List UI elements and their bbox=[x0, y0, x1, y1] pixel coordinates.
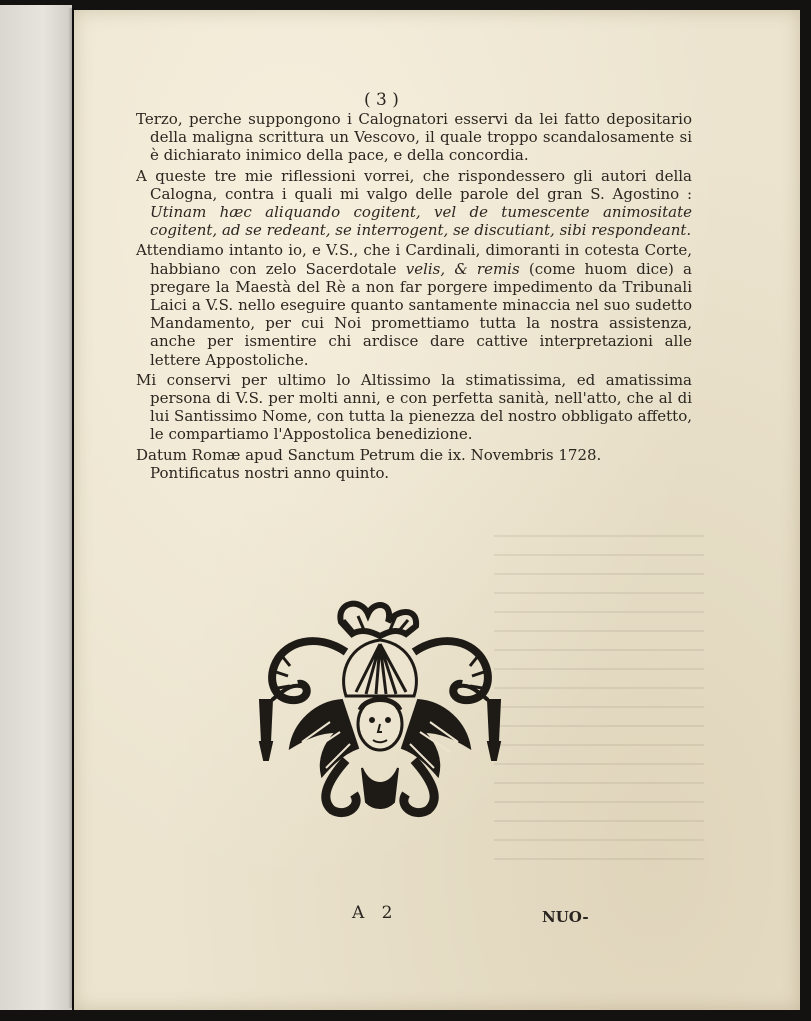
velis-remis-phrase: velis, & remis bbox=[405, 259, 520, 278]
paragraph-benedizione: Mi conservi per ultimo lo Altissimo la stimatissima, ed amatissima persona di V.S. per molti anni, e con perfetta sanità, nell'atto, che al di lui Santissimo Nome, con tutta la pienezza del nostro obbligato affetto, le compartiamo l'Appostolica benedizione. bbox=[136, 370, 692, 444]
paragraph-terzo: Terzo, perche suppongono i Calognatori esservi da lei fatto depositario della maligna scrittura un Vescovo, il quale troppo scandalosamente si è dichiarato inimico della pace, e della concordia. bbox=[136, 110, 692, 165]
signature-mark: A 2 bbox=[352, 903, 399, 923]
dating-line-rome: Datum Romæ apud Sanctum Petrum die ix. Novembris 1728. bbox=[136, 445, 602, 464]
reverse-side-bleed-through bbox=[494, 535, 704, 865]
paragraph-attendiamo-end: (come huom dice) a pregare la Maestà del Rè a non far porgere impedimento da Tribunali Laici a V.S. nello eseguire quanto santamente minaccia nel suo sudetto Mandamento, per cui Noi promettiamo tutta la nostra assistenza, anche per ismentire chi ardisce dare cattive interpretazioni alle lettere Appostoliche. bbox=[150, 259, 692, 369]
paragraph-attendiamo bbox=[136, 241, 692, 368]
book-page bbox=[74, 10, 800, 1010]
augustine-quote: Utinam hæc aliquando cogitent, vel de tumescente animositate cogitent, ad se redeant, se interrogent, se discutiant, sibi respondeant. bbox=[150, 203, 692, 240]
catchword: NUO- bbox=[542, 908, 589, 926]
dating-line bbox=[136, 446, 692, 482]
previous-page-edge bbox=[0, 5, 72, 1010]
body-text bbox=[136, 110, 692, 484]
dating-line-pontificate: Pontificatus nostri anno quinto. bbox=[150, 463, 390, 482]
paragraph-attendiamo-start: Attendiamo intanto io, e V.S., che i Cardinali, dimoranti in cotesta Corte, habbiano con zelo Sacerdotale bbox=[136, 241, 692, 278]
paragraph-riflessioni-text: A queste tre mie riflessioni vorrei, che rispondessero gli autori della Calogna, contra i quali mi valgo delle parole del gran S. Agostino : bbox=[136, 166, 692, 203]
paragraph-riflessioni bbox=[136, 167, 692, 240]
woodcut-ornament bbox=[246, 592, 514, 820]
page-number: ( 3 ) bbox=[364, 90, 399, 110]
